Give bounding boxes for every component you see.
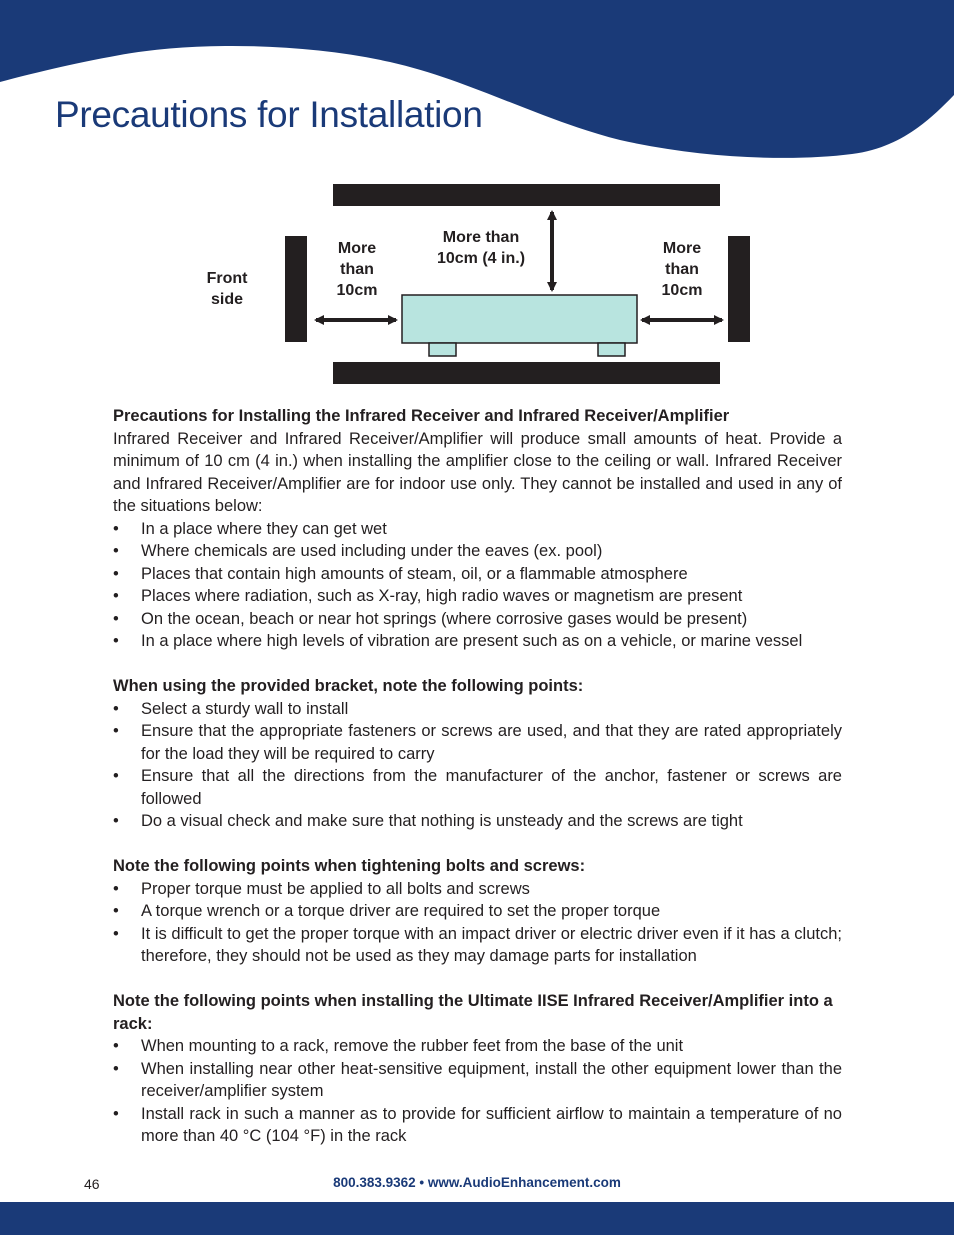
list-item: • It is difficult to get the proper torque with an impact driver or electric driver even if it has a clutch; therefore, they should not be used as they may damage parts for installation [113, 924, 842, 965]
precautions-content [113, 405, 842, 1148]
list-item: • Select a sturdy wall to install [113, 699, 349, 718]
list-item: • When mounting to a rack, remove the rubber feet from the base of the unit [113, 1037, 684, 1055]
bullet-list [113, 698, 842, 833]
section-heading: Precautions for Installing the Infrared Receiver and Infrared Receiver/Amplifier [113, 407, 730, 425]
page-title: Precautions for Installation [55, 94, 483, 135]
list-item: • A torque wrench or a torque driver are required to set the proper torque [113, 902, 661, 920]
left-clearance-label: More than 10cm [336, 240, 378, 299]
section-rack [113, 990, 842, 1148]
bullet-list [113, 518, 842, 653]
list-item: • In a place where they can get wet [113, 519, 387, 538]
footer-bar [0, 1202, 954, 1235]
bullet-list [113, 878, 842, 968]
page-number: 46 [84, 1176, 100, 1192]
section-bracket [113, 675, 842, 833]
list-item: • Do a visual check and make sure that nothing is unsteady and the screws are tight [113, 812, 743, 830]
section-bolts-screws [113, 855, 842, 968]
list-item: • Places that contain high amounts of steam, oil, or a flammable atmosphere [113, 564, 688, 583]
list-item: • Places where radiation, such as X-ray, high radio waves or magnetism are present [113, 587, 743, 605]
list-item: • Where chemicals are used including under the eaves (ex. pool) [113, 542, 603, 560]
floor-bar [333, 362, 720, 384]
bullet-list [113, 1035, 842, 1148]
section-heading: When using the provided bracket, note the following points: [113, 677, 584, 695]
list-item: • On the ocean, beach or near hot springs (where corrosive gases would be present) [113, 609, 748, 628]
footer-contact: 800.383.9362 • www.AudioEnhancement.com [333, 1175, 621, 1190]
unit-foot-right [598, 343, 625, 356]
clearance-diagram [0, 170, 954, 390]
section-paragraph: Infrared Receiver and Infrared Receiver/Amplifier will produce small amounts of heat. Provide a minimum of 10 cm (4 in.) when installing the amplifier close to the ceiling or wall. Infrared Receiver and Infrared Receiver/Amplifier are for indoor use only. They cannot be installed and used in any of the situations below: [113, 429, 842, 515]
top-clearance-label: More than 10cm (4 in.) [436, 229, 526, 267]
section-heading: Note the following points when tightening bolts and screws: [113, 857, 586, 875]
section-heading: Note the following points when installing the Ultimate IISE Infrared Receiver/Amplifier into a rack: [113, 992, 833, 1033]
list-item: • Install rack in such a manner as to provide for sufficient airflow to maintain a temperature of no more than 40 °C (104 °F) in the rack [113, 1104, 842, 1145]
unit-foot-left [429, 343, 456, 356]
list-item: • Proper torque must be applied to all bolts and screws [113, 879, 530, 898]
right-wall [728, 236, 750, 342]
right-clearance-label: More than 10cm [661, 240, 703, 299]
left-wall [285, 236, 307, 342]
list-item: • Ensure that the appropriate fasteners or screws are used, and that they are rated appropriately for the load they will be required to carry [113, 722, 842, 763]
list-item: • When installing near other heat-sensitive equipment, install the other equipment lower than the receiver/amplifier system [113, 1059, 842, 1100]
section-infrared-receiver [113, 405, 842, 653]
receiver-unit [402, 295, 637, 343]
list-item: • Ensure that all the directions from the manufacturer of the anchor, fastener or screws are followed [113, 767, 842, 808]
ceiling-bar [333, 184, 720, 206]
list-item: • In a place where high levels of vibration are present such as on a vehicle, or marine vessel [113, 632, 803, 650]
front-side-label: Front side [206, 270, 248, 308]
header-wave-banner [0, 0, 954, 165]
